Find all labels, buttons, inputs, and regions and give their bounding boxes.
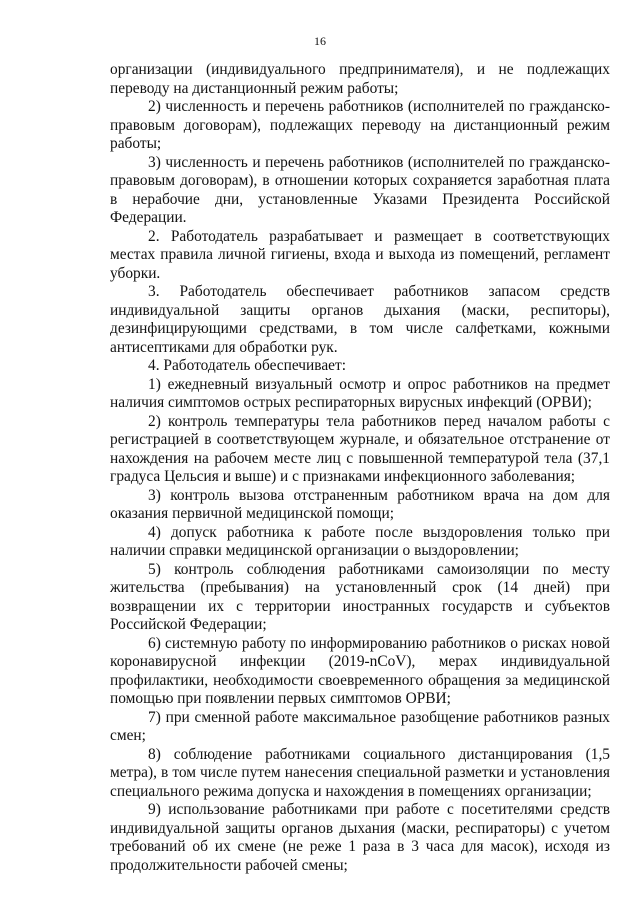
paragraph-section-2: 2. Работодатель разрабатывает и размещает в соответствующих местах правила личной гигиены, входа и выхода из помещений, регламент уборки. bbox=[110, 227, 610, 282]
paragraph-continuation: организации (индивидуального предпринимателя), и не подлежащих переводу на дистанционный режим работы; bbox=[110, 61, 610, 97]
paragraph-item-6-informing: 6) системную работу по информированию работников о рисках новой коронавирусной инфекции (2019-nCoV), мерах индивидуальной профилактики, необходимости своевременного обращения за медицинской помощью при появлении первых симптомов ОРВИ; bbox=[110, 634, 610, 707]
paragraph-item-4-admission: 4) допуск работника к работе после выздоровления только при наличии справки медицинской организации о выздоровлении; bbox=[110, 523, 610, 559]
paragraph-item-2-temperature: 2) контроль температуры тела работников перед началом работы с регистрацией в соответствующем журнале, и обязательное отстранение от нахождения на рабочем месте лиц с повышенной температурой тела (37,1 градуса Цельсия и выше) и с признаками инфекционного заболевания; bbox=[110, 412, 610, 485]
paragraph-item-2-remote-staff: 2) численность и перечень работников (исполнителей по гражданско-правовым договорам), подлежащих переводу на дистанционный режим работы; bbox=[110, 98, 610, 152]
paragraph-section-4-heading: 4. Работодатель обеспечивает: bbox=[148, 357, 347, 374]
paragraph-item-8-distancing: 8) соблюдение работниками социального дистанцирования (1,5 метра), в том числе путем нанесения специальной разметки и установления специального режима допуска и нахождения в помещениях организации; bbox=[110, 745, 610, 800]
paragraph-section-3: 3. Работодатель обеспечивает работников запасом средств индивидуальной защиты органов дыхания (маски, респиторы), дезинфицирующими средствами, в том числе салфетками, кожными антисептиками для обработки рук. bbox=[110, 283, 610, 356]
paragraph-item-1-inspection: 1) ежедневный визуальный осмотр и опрос работников на предмет наличия симптомов острых респираторных вирусных инфекций (ОРВИ); bbox=[110, 375, 610, 411]
paragraph-item-3-paid-staff: 3) численность и перечень работников (исполнителей по гражданско-правовым договорам), в отношении которых сохраняется заработная плата в нерабочие дни, установленные Указами Президента Российской Федерации. bbox=[110, 153, 610, 226]
document-body bbox=[110, 61, 610, 875]
paragraph-item-5-isolation: 5) контроль соблюдения работниками самоизоляции по месту жительства (пребывания) на установленный срок (14 дней) при возвращении их с территории иностранных государств и субъектов Российской Федерации; bbox=[110, 560, 610, 633]
paragraph-item-7-shifts: 7) при сменной работе максимальное разобщение работников разных смен; bbox=[110, 708, 610, 744]
page-number: 16 bbox=[314, 34, 326, 48]
paragraph-item-3-doctor: 3) контроль вызова отстраненным работником врача на дом для оказания первичной медицинской помощи; bbox=[110, 486, 610, 522]
paragraph-item-9-ppe: 9) использование работниками при работе с посетителями средств индивидуальной защиты органов дыхания (маски, респираторы) с учетом требований об их смене (не реже 1 раза в 3 часа для масок), исходя из продолжительности рабочей смены; bbox=[110, 801, 610, 874]
